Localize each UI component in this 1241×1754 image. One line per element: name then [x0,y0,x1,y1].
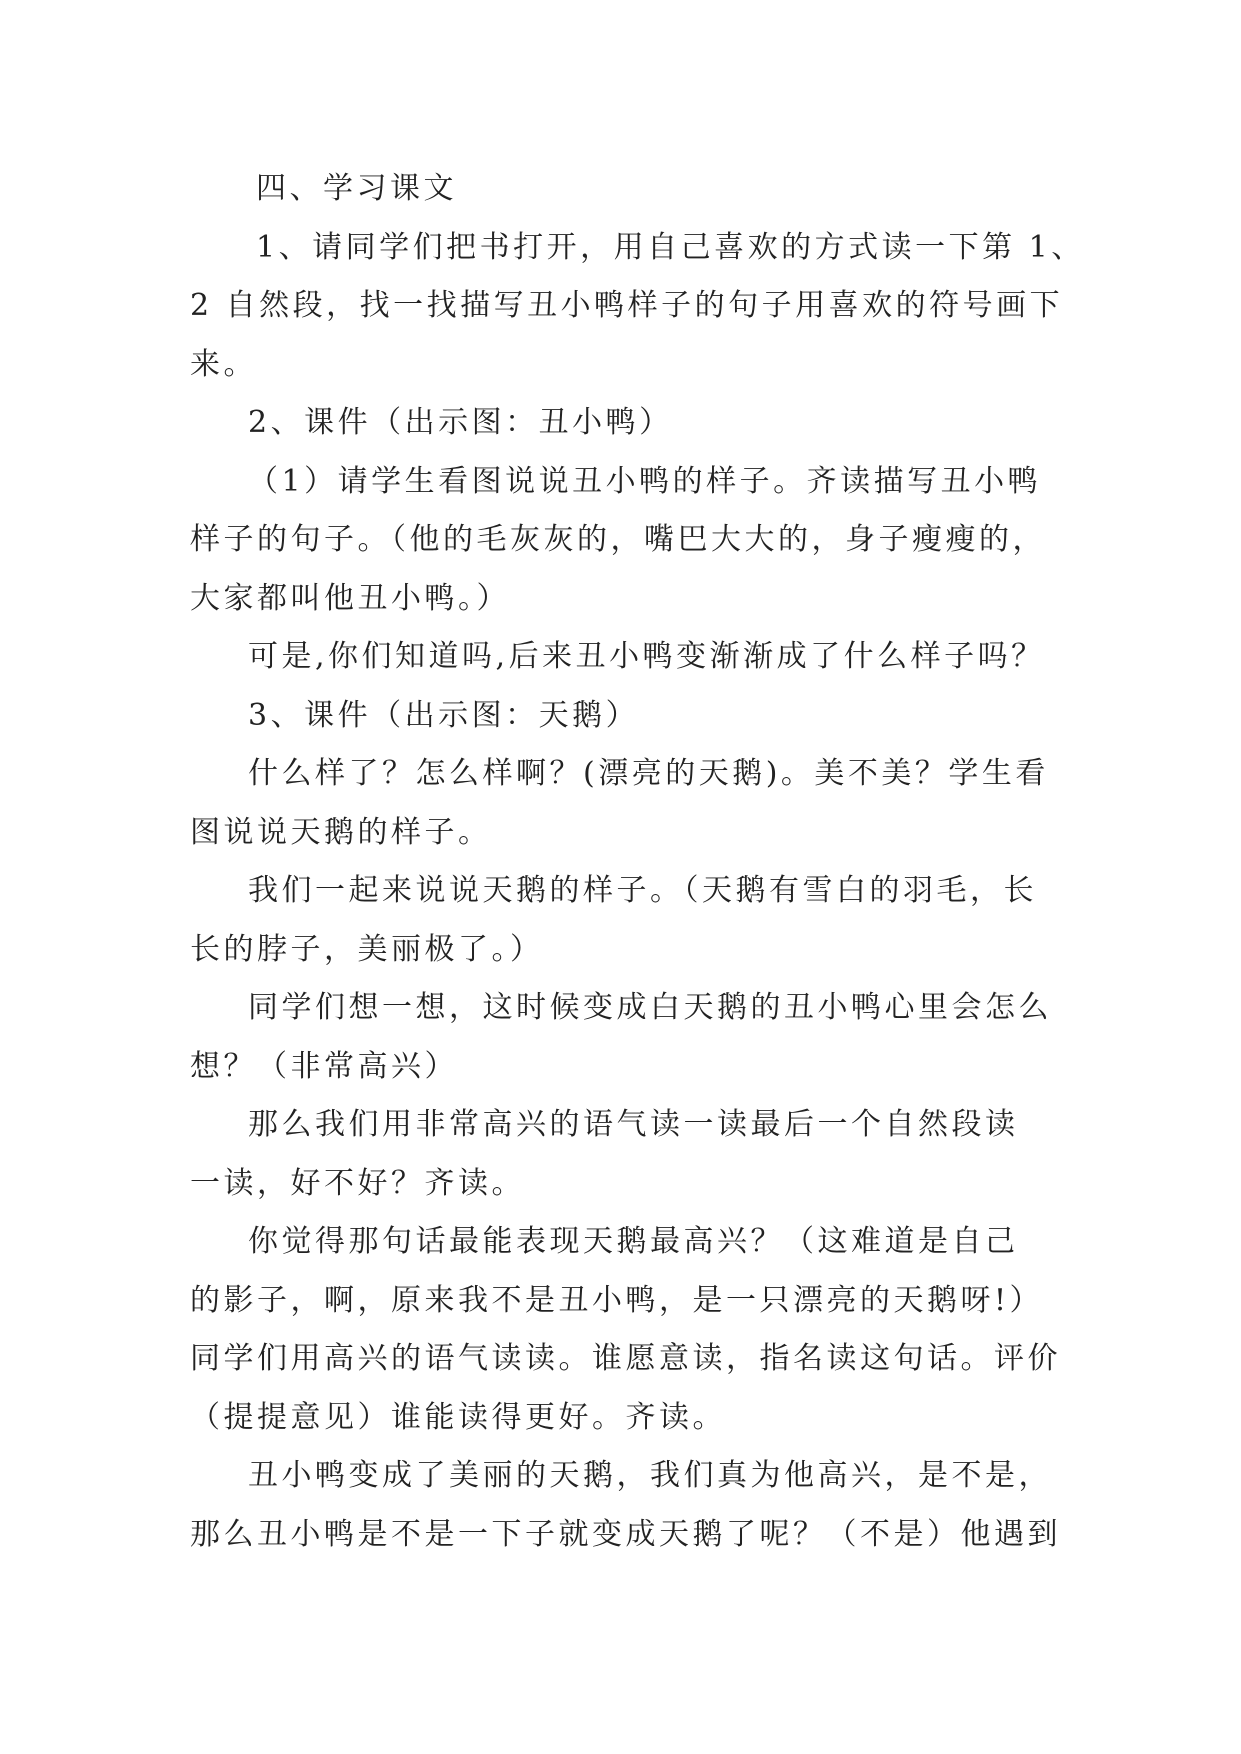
paragraph-line: 的影子，啊，原来我不是丑小鸭，是一只漂亮的天鹅呀!） [190,1282,1044,1318]
document-body [190,160,1085,1564]
paragraph-line: 图说说天鹅的样子。 [190,814,492,850]
section-heading: 四、学习课文 [256,171,457,206]
paragraph-line: 1、请同学们把书打开，用自己喜欢的方式读一下第 1、 [256,229,1085,265]
paragraph-line: 什么样了？怎么样啊？(漂亮的天鹅)。美不美？学生看 [248,756,1049,791]
paragraph-line: 同学们用高兴的语气读读。谁愿意读，指名读这句话。评价 [190,1341,1061,1376]
paragraph-line: 那么我们用非常高兴的语气读一读最后一个自然段读 [248,1107,1019,1142]
paragraph-line: 2 自然段，找一找描写丑小鸭样子的句子用喜欢的符号画下 [190,288,1064,323]
paragraph-line: 样子的句子。（他的毛灰灰的，嘴巴大大的，身子瘦瘦的， [190,522,1046,557]
paragraph-line: 大家都叫他丑小鸭。） [190,580,510,616]
paragraph-line: （提提意见）谁能读得更好。齐读。 [190,1399,726,1435]
paragraph-line: 来。 [190,346,257,382]
paragraph-line: 我们一起来说说天鹅的样子。（天鹅有雪白的羽毛，长 [248,873,1037,908]
paragraph-line: 同学们想一想，这时候变成白天鹅的丑小鸭心里会怎么 [248,990,1052,1025]
paragraph-line: 你觉得那句话最能表现天鹅最高兴？（这难道是自己 [248,1224,1019,1259]
paragraph-line: 可是,你们知道吗,后来丑小鸭变渐渐成了什么样子吗？ [248,639,1045,674]
paragraph-line: 那么丑小鸭是不是一下子就变成天鹅了呢？（不是）他遇到 [190,1516,1061,1552]
paragraph-line: （1）请学生看图说说丑小鸭的样子。齐读描写丑小鸭 [248,463,1042,499]
paragraph-line: 丑小鸭变成了美丽的天鹅，我们真为他高兴，是不是， [248,1458,1052,1493]
paragraph-line: 一读，好不好？齐读。 [190,1165,525,1201]
paragraph-line: 想？（非常高兴） [190,1048,458,1084]
paragraph-line: 2、课件（出示图：丑小鸭） [248,405,673,440]
paragraph-line: 长的脖子，美丽极了。） [190,931,544,967]
paragraph-line: 3、课件（出示图：天鹅） [248,697,640,733]
